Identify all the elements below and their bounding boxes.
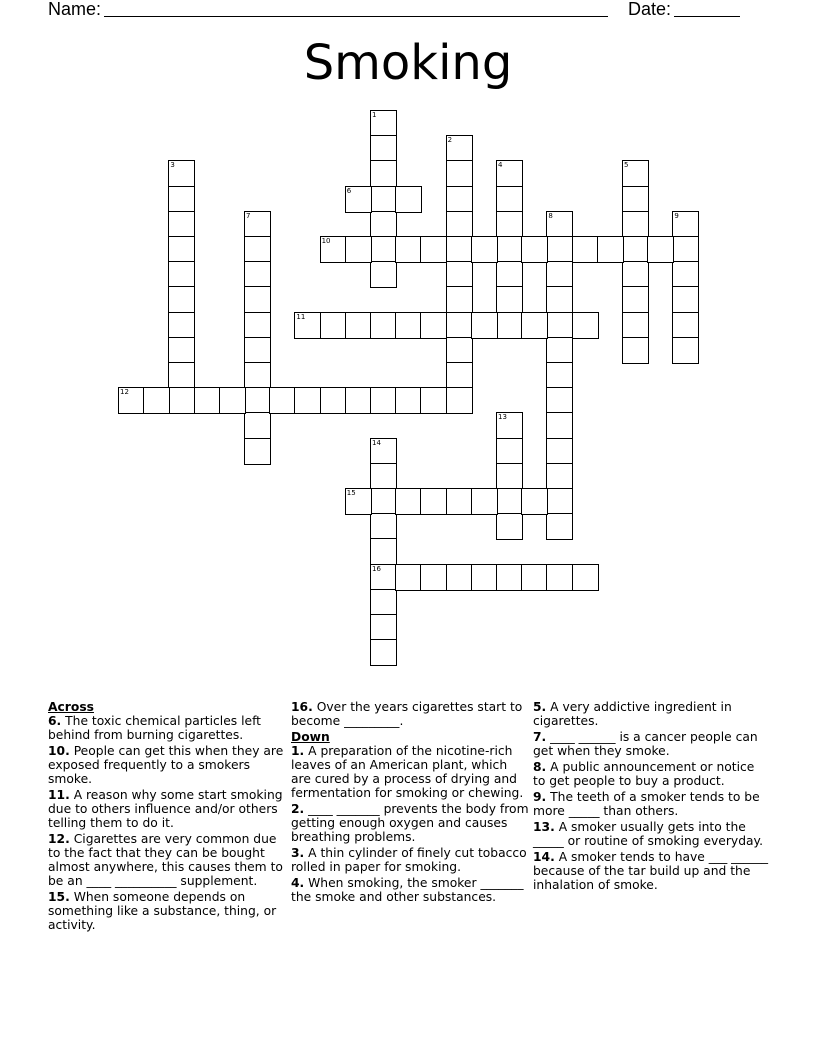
crossword-cell[interactable]: [143, 387, 170, 414]
crossword-cell[interactable]: [370, 135, 397, 162]
crossword-cell[interactable]: [345, 186, 372, 213]
crossword-cell[interactable]: [244, 286, 271, 313]
crossword-cell[interactable]: [446, 362, 473, 389]
crossword-cell[interactable]: [496, 513, 523, 540]
crossword-cell[interactable]: [168, 211, 195, 238]
crossword-cell[interactable]: [622, 236, 649, 263]
crossword-cell[interactable]: [395, 564, 422, 591]
crossword-cell[interactable]: [370, 438, 397, 465]
crossword-cell[interactable]: [168, 362, 195, 389]
crossword-cell[interactable]: [370, 538, 397, 565]
across-clue: [48, 714, 286, 742]
crossword-cell[interactable]: [370, 463, 397, 490]
crossword-cell[interactable]: [496, 463, 523, 490]
clue-number: 2: [447, 136, 453, 145]
crossword-cell[interactable]: [622, 160, 649, 187]
clue-number: 5: [624, 161, 629, 170]
crossword-cell[interactable]: [496, 312, 523, 339]
crossword-cell[interactable]: [168, 286, 195, 313]
crossword-cell[interactable]: [244, 412, 271, 439]
crossword-cell[interactable]: [420, 312, 447, 339]
across-clue: [48, 744, 286, 786]
crossword-cell[interactable]: [370, 513, 397, 540]
date-label: Date:: [628, 0, 672, 19]
crossword-cell[interactable]: [546, 236, 573, 263]
crossword-cell[interactable]: [370, 614, 397, 641]
crossword-cell[interactable]: [647, 236, 674, 263]
crossword-cell[interactable]: [395, 488, 422, 515]
down-clue: [291, 744, 529, 800]
clue-num: 2.: [291, 802, 305, 816]
crossword-cell[interactable]: [370, 211, 397, 238]
clue-number: 14: [372, 438, 381, 447]
crossword-cell[interactable]: [370, 312, 397, 339]
crossword-cell[interactable]: [546, 387, 573, 414]
crossword-cell[interactable]: [496, 488, 523, 515]
crossword-cell[interactable]: [168, 387, 195, 414]
down-clue: [291, 802, 529, 844]
crossword-cell[interactable]: [446, 211, 473, 238]
crossword-cell[interactable]: [219, 387, 246, 414]
clue-num: 3.: [291, 846, 305, 860]
crossword-cell[interactable]: [496, 286, 523, 313]
crossword-cell[interactable]: [345, 312, 372, 339]
crossword-cell[interactable]: [320, 387, 347, 414]
crossword-cell[interactable]: [546, 488, 573, 515]
down-clue: [533, 790, 769, 818]
crossword-cell[interactable]: [521, 564, 548, 591]
down-clue: [533, 820, 769, 848]
crossword-cell[interactable]: [546, 211, 573, 238]
crossword-cell[interactable]: [244, 211, 271, 238]
crossword-cell[interactable]: [446, 236, 473, 263]
clue-number: 1: [372, 111, 377, 119]
clue-number: 8: [548, 211, 553, 220]
crossword-cell[interactable]: [370, 488, 397, 515]
crossword-cell[interactable]: [395, 387, 422, 414]
crossword-cell[interactable]: [622, 286, 649, 313]
crossword-cell[interactable]: [446, 160, 473, 187]
crossword-cell[interactable]: [546, 564, 573, 591]
crossword-cell[interactable]: [496, 564, 523, 591]
crossword-cell[interactable]: [345, 488, 372, 515]
clue-number: 10: [321, 237, 331, 245]
down-clue: [291, 876, 529, 904]
clue-number: 4: [498, 161, 503, 170]
crossword-cell[interactable]: [370, 110, 397, 137]
crossword-cell[interactable]: [446, 387, 473, 414]
across-clue: [48, 890, 286, 932]
clue-text: Cigarettes are very common due to the fact that they can be bought almost anywhere, this causes them to be an ____ __________ supplement.: [48, 832, 283, 888]
crossword-cell[interactable]: [420, 236, 447, 263]
crossword-cell[interactable]: [345, 387, 372, 414]
clue-text: A preparation of the nicotine-rich leaves of an American plant, which are cured by a process of drying and fermentation for smoking or chewing.: [291, 744, 524, 800]
crossword-cell[interactable]: [546, 513, 573, 540]
crossword-cell[interactable]: [244, 261, 271, 288]
crossword-cell[interactable]: [672, 337, 699, 364]
clue-num: 15.: [48, 890, 70, 904]
crossword-cell[interactable]: [521, 488, 548, 515]
crossword-cell[interactable]: [168, 186, 195, 213]
crossword-cell[interactable]: [546, 412, 573, 439]
crossword-cell[interactable]: [420, 564, 447, 591]
crossword-cell[interactable]: [496, 412, 523, 439]
crossword-cell[interactable]: [496, 438, 523, 465]
clue-column-1: [48, 700, 286, 934]
clue-num: 4.: [291, 876, 305, 890]
across-clue: [48, 832, 286, 888]
crossword-cell[interactable]: [320, 312, 347, 339]
down-clue: [291, 846, 529, 874]
clue-number: 3: [170, 161, 175, 170]
down-clue: [533, 850, 769, 892]
crossword-cell[interactable]: [622, 337, 649, 364]
across-clue: [291, 700, 529, 728]
crossword-cell[interactable]: [471, 488, 498, 515]
crossword-cell[interactable]: [471, 564, 498, 591]
crossword-cell[interactable]: [572, 312, 599, 339]
crossword-cell[interactable]: [446, 337, 473, 364]
crossword-cell[interactable]: [622, 211, 649, 238]
clue-num: 10.: [48, 744, 70, 758]
clue-num: 1.: [291, 744, 305, 758]
crossword-cell[interactable]: [370, 564, 397, 591]
crossword-cell[interactable]: [168, 160, 195, 187]
clue-num: 9.: [533, 790, 547, 804]
crossword-cell[interactable]: [244, 362, 271, 389]
clue-text: ____ _______ prevents the body from getting enough oxygen and causes breathing problems.: [291, 802, 529, 844]
crossword-cell[interactable]: [446, 488, 473, 515]
clue-number: 16: [372, 564, 381, 573]
crossword-cell[interactable]: [546, 312, 573, 339]
crossword-cell[interactable]: [446, 312, 473, 339]
page-title: Smoking: [303, 35, 513, 91]
crossword-cell[interactable]: [446, 286, 473, 313]
clue-column-3: [533, 700, 769, 894]
crossword-cell[interactable]: [370, 186, 397, 213]
crossword-cell[interactable]: [446, 135, 473, 162]
clue-text: The teeth of a smoker tends to be more _____ than others.: [533, 790, 760, 818]
crossword-cell[interactable]: [546, 362, 573, 389]
crossword-cell[interactable]: [244, 236, 271, 263]
crossword-cell[interactable]: [420, 387, 447, 414]
crossword-cell[interactable]: [168, 337, 195, 364]
crossword-cell[interactable]: [471, 312, 498, 339]
clue-num: 13.: [533, 820, 555, 834]
crossword-cell[interactable]: [244, 438, 271, 465]
clue-text: A smoker usually gets into the _____ or routine of smoking everyday.: [533, 820, 763, 848]
crossword-cell[interactable]: [168, 236, 195, 263]
crossword-cell[interactable]: [370, 387, 397, 414]
crossword-cell[interactable]: [496, 211, 523, 238]
crossword-cell[interactable]: [194, 387, 221, 414]
across-heading: Across: [48, 700, 94, 714]
crossword-cell[interactable]: [446, 261, 473, 288]
crossword-cell[interactable]: [496, 236, 523, 263]
down-heading: Down: [291, 730, 330, 744]
clue-text: A public announcement or notice to get people to buy a product.: [533, 760, 755, 788]
crossword-cell[interactable]: [471, 236, 498, 263]
clue-number: 6: [346, 186, 352, 195]
crossword-cell[interactable]: [370, 236, 397, 263]
crossword-cell[interactable]: [118, 387, 145, 414]
down-clue: [533, 700, 769, 728]
crossword-cell[interactable]: [320, 236, 347, 263]
clue-text: A reason why some start smoking due to others influence and/or others telling them to do it.: [48, 788, 283, 830]
crossword-cell[interactable]: [370, 589, 397, 616]
crossword-cell[interactable]: [345, 236, 372, 263]
clue-number: 15: [346, 489, 356, 497]
crossword-cell[interactable]: [521, 236, 548, 263]
crossword-cell[interactable]: [395, 236, 422, 263]
clue-text: A smoker tends to have ___ ______ because of the tar build up and the inhalation of smoke.: [533, 850, 769, 892]
crossword-cell[interactable]: [420, 488, 447, 515]
crossword-cell[interactable]: [546, 463, 573, 490]
clue-num: 14.: [533, 850, 555, 864]
crossword-cell[interactable]: [370, 639, 397, 666]
clue-text: A thin cylinder of finely cut tobacco rolled in paper for smoking.: [291, 846, 527, 874]
crossword-cell[interactable]: [496, 160, 523, 187]
clue-number: 11: [296, 312, 306, 321]
crossword-cell[interactable]: [395, 186, 422, 213]
crossword-cell[interactable]: [572, 236, 599, 263]
crossword-cell[interactable]: [446, 564, 473, 591]
clue-text: ____ ______ is a cancer people can get when they smoke.: [533, 730, 758, 758]
crossword-cell[interactable]: [294, 312, 321, 339]
crossword-cell[interactable]: [597, 236, 624, 263]
clue-number: 12: [120, 388, 129, 397]
crossword-cell[interactable]: [269, 387, 296, 414]
crossword-cell[interactable]: [572, 564, 599, 591]
name-label: Name:: [48, 0, 102, 19]
clue-num: 7.: [533, 730, 547, 744]
down-clue: [533, 760, 769, 788]
clue-num: 8.: [533, 760, 547, 774]
across-clue: [48, 788, 286, 830]
clue-num: 11.: [48, 788, 70, 802]
crossword-cell[interactable]: [622, 261, 649, 288]
crossword-cell[interactable]: [672, 261, 699, 288]
crossword-cell[interactable]: [672, 236, 699, 263]
clue-text: When smoking, the smoker _______ the smoke and other substances.: [291, 876, 524, 904]
clue-text: People can get this when they are exposed frequently to a smokers smoke.: [48, 744, 284, 786]
crossword-cell[interactable]: [546, 438, 573, 465]
crossword-cell[interactable]: [496, 261, 523, 288]
clue-num: 16.: [291, 700, 313, 714]
crossword-cell[interactable]: [622, 312, 649, 339]
crossword-cell[interactable]: [496, 186, 523, 213]
clue-number: 7: [246, 211, 251, 220]
clue-column-2: [291, 700, 529, 906]
crossword-cell[interactable]: [521, 312, 548, 339]
crossword-cell[interactable]: [546, 261, 573, 288]
clue-num: 12.: [48, 832, 70, 846]
clue-text: A very addictive ingredient in cigarettes.: [533, 700, 732, 728]
clue-number: 9: [674, 211, 679, 220]
down-clue: [533, 730, 769, 758]
clue-num: 5.: [533, 700, 547, 714]
crossword-cell[interactable]: [672, 312, 699, 339]
crossword-cell[interactable]: [370, 261, 397, 288]
clue-text: The toxic chemical particles left behind from burning cigarettes.: [48, 714, 261, 742]
crossword-cell[interactable]: [672, 286, 699, 313]
crossword-cell[interactable]: [244, 337, 271, 364]
crossword-cell[interactable]: [244, 387, 271, 414]
crossword-cell[interactable]: [168, 261, 195, 288]
clue-text: Over the years cigarettes start to become _________.: [291, 700, 523, 728]
crossword-cell[interactable]: [446, 186, 473, 213]
crossword-cell[interactable]: [168, 312, 195, 339]
crossword-cell[interactable]: [546, 286, 573, 313]
crossword-cell[interactable]: [546, 337, 573, 364]
crossword-cell[interactable]: [622, 186, 649, 213]
crossword-cell[interactable]: [672, 211, 699, 238]
crossword-cell[interactable]: [244, 312, 271, 339]
clue-text: When someone depends on something like a substance, thing, or activity.: [48, 890, 277, 932]
clue-num: 6.: [48, 714, 62, 728]
crossword-cell[interactable]: [395, 312, 422, 339]
crossword-cell[interactable]: [370, 160, 397, 187]
clue-number: 13: [498, 413, 507, 422]
crossword-cell[interactable]: [294, 387, 321, 414]
